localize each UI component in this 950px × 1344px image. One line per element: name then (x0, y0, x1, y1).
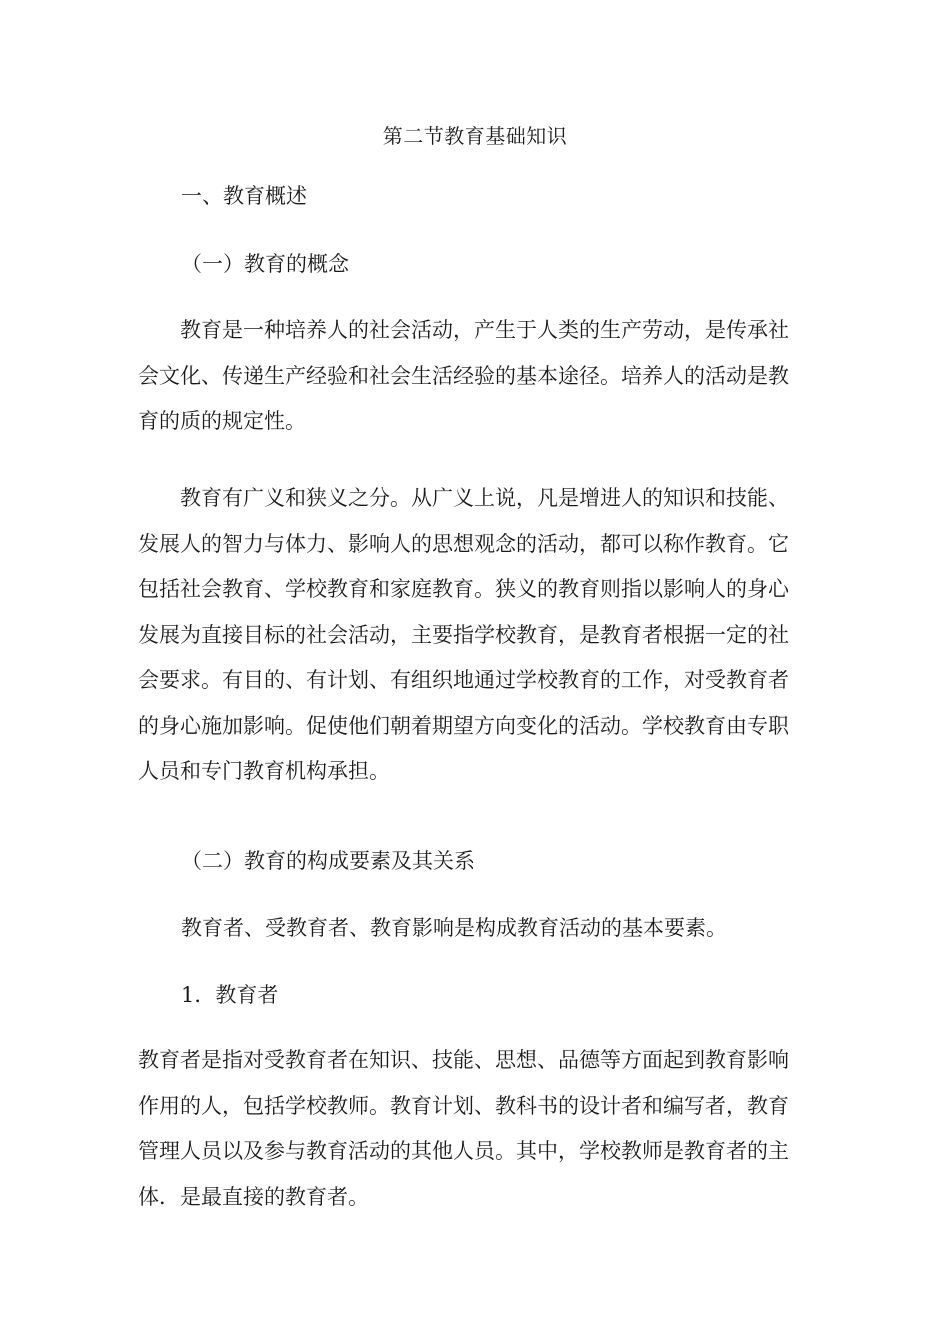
section-heading-overview: 一、教育概述 (181, 184, 307, 208)
paragraph-line: 教育者是指对受教育者在知识、技能、思想、品德等方面起到教育影响 (138, 1048, 789, 1072)
paragraph-line: 发展为直接目标的社会活动，主要指学校教育，是教育者根据一定的社 (138, 622, 789, 647)
paragraph-broad-narrow (138, 476, 818, 795)
subsection-heading-concept: （一）教育的概念 (181, 252, 349, 276)
paragraph-line: 教育是一种培养人的社会活动，产生于人类的生产劳动，是传承社 (138, 318, 789, 342)
paragraph-line: 会文化、传递生产经验和社会生活经验的基本途径。培养人的活动是教 (138, 363, 789, 388)
paragraph-educator (138, 1038, 818, 1220)
paragraph-line: 人员和专门教育机构承担。 (138, 759, 390, 783)
paragraph-line: 发展人的智力与体力、影响人的思想观念的活动，都可以称作教育。它 (138, 531, 789, 556)
page-title: 第二节教育基础知识 (382, 124, 568, 148)
paragraph-line: 的身心施加影响。促使他们朝着期望方向变化的活动。学校教育由专职 (138, 713, 789, 738)
paragraph-line: 育的质的规定性。 (138, 409, 306, 433)
paragraph-line: 包括社会教育、学校教育和家庭教育。狭义的教育则指以影响人的身心 (138, 577, 789, 601)
item-heading-educator: 1．教育者 (181, 983, 279, 1007)
paragraph-elements: 教育者、受教育者、教育影响是构成教育活动的基本要素。 (181, 916, 727, 940)
paragraph-line: 作用的人，包括学校教师。教育计划、教科书的设计者和编写者，教育 (138, 1093, 789, 1118)
paragraph-line: 教育有广义和狭义之分。从广义上说，凡是增进人的知识和技能、 (138, 486, 789, 510)
paragraph-line: 体．是最直接的教育者。 (138, 1184, 369, 1209)
subsection-heading-elements: （二）教育的构成要素及其关系 (181, 849, 475, 873)
paragraph-line: 会要求。有目的、有计划、有组织地通过学校教育的工作，对受教育者 (138, 668, 789, 692)
paragraph-concept (138, 308, 818, 445)
paragraph-line: 管理人员以及参与教育活动的其他人员。其中，学校教师是教育者的主 (138, 1139, 789, 1163)
